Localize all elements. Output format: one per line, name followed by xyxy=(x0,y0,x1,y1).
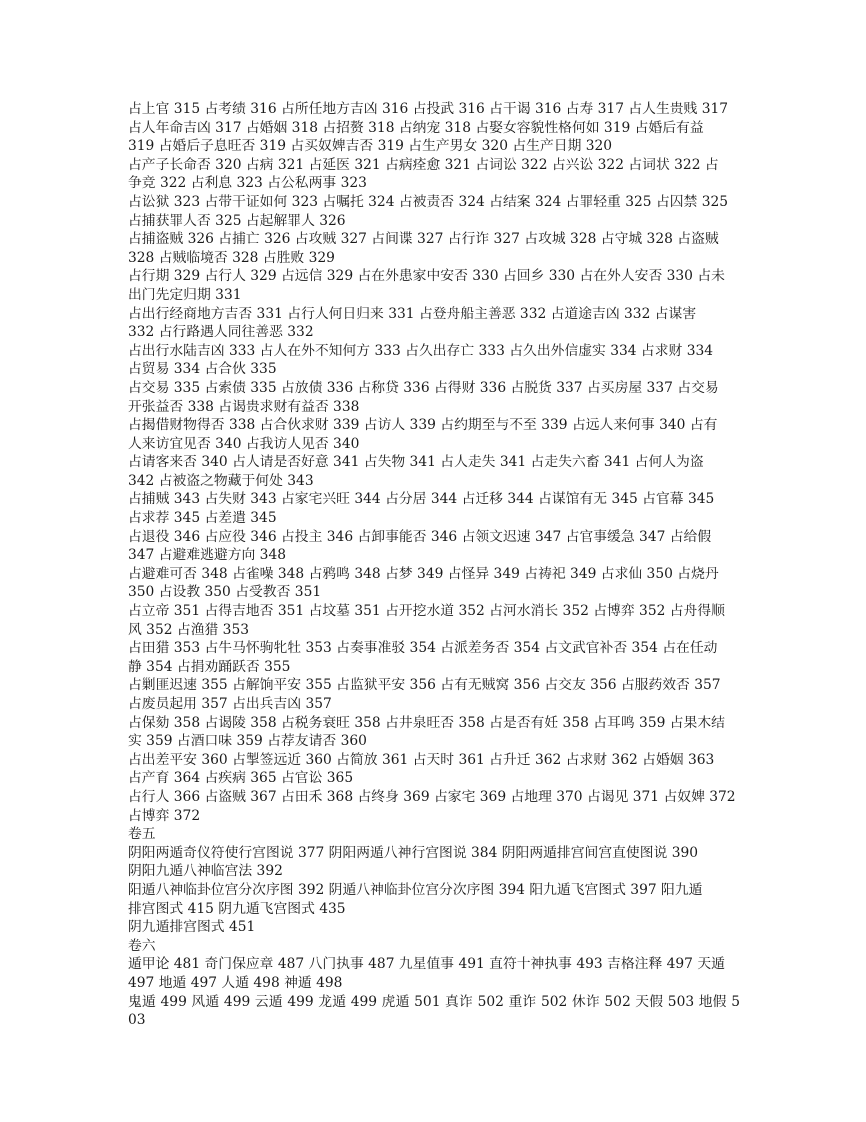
toc-line: 阴阳九遁八神临宫法 392 xyxy=(128,863,283,880)
toc-line: 风 352 占渔猎 353 xyxy=(128,621,250,638)
toc-line: 出门先定归期 331 xyxy=(128,286,242,303)
toc-line: 占捕盗贼 326 占捕亡 326 占攻贼 327 占间谍 327 占行诈 327 占攻城 328 占守城 328 占盗贼 xyxy=(128,231,719,248)
toc-line: 实 359 占酒口味 359 占荐友请否 360 xyxy=(128,733,367,750)
toc-line: 阴九遁排宫图式 451 xyxy=(128,919,256,936)
toc-line: 占交易 335 占索债 335 占放债 336 占称贷 336 占得财 336 占脱货 337 占买房屋 337 占交易 xyxy=(128,379,719,396)
toc-line: 占讼狱 323 占带干证如何 323 占嘱托 324 占被责否 324 占结案 324 占罪轻重 325 占囚禁 325 xyxy=(128,193,729,210)
toc-line: 占捕贼 343 占失财 343 占家宅兴旺 344 占分居 344 占迁移 344 占谋馆有无 345 占官幕 345 xyxy=(128,491,715,508)
toc-line: 争竞 322 占利息 323 占公私两事 323 xyxy=(128,175,367,192)
toc-line: 鬼遁 499 风遁 499 云遁 499 龙遁 499 虎遁 501 真诈 502 重诈 502 休诈 502 天假 503 地假 503 xyxy=(128,993,740,1029)
toc-line: 占田猎 353 占牛马怀驹牝牡 353 占奏事准驳 354 占派差务否 354 占文武官补否 354 占在任动 xyxy=(128,640,718,657)
toc-line: 占出差平安 360 占掣签远近 360 占简放 361 占天时 361 占升迁 362 占求财 362 占婚姻 363 xyxy=(128,751,715,768)
toc-line: 332 占行路遇人同往善恶 332 xyxy=(128,324,314,341)
toc-line: 排宫图式 415 阴九遁飞宫图式 435 xyxy=(128,900,346,917)
toc-line: 占保劾 358 占谒陵 358 占税务衰旺 358 占井泉旺否 358 占是否有妊 358 占耳鸣 359 占果木结 xyxy=(128,714,725,731)
section-heading: 卷六 xyxy=(128,937,156,954)
toc-line: 347 占避难逃避方向 348 xyxy=(128,547,287,564)
toc-line: 328 占贼临境否 328 占胜败 329 xyxy=(128,249,335,266)
toc-line: 遁甲论 481 奇门保应章 487 八门执事 487 九星值事 491 直符十神执事 493 吉格注释 497 天遁 xyxy=(128,956,725,973)
toc-line: 占退役 346 占应役 346 占投主 346 占卸事能否 346 占领文迟速 347 占官事缓急 347 占给假 xyxy=(128,528,712,545)
toc-line: 静 354 占捐劝踊跃否 355 xyxy=(128,658,291,675)
section-heading: 卷五 xyxy=(128,826,156,843)
toc-line: 占出行经商地方吉否 331 占行人何日归来 331 占登舟船主善恶 332 占道途吉凶 332 占谋害 xyxy=(128,305,697,322)
toc-line: 占产育 364 占疾病 365 占官讼 365 xyxy=(128,770,354,787)
toc-line: 占揭借财物得否 338 占合伙求财 339 占访人 339 占约期至与不至 339 占远人来何事 340 占有 xyxy=(128,417,718,434)
toc-line: 占上官 315 占考绩 316 占所任地方吉凶 316 占投武 316 占干谒 316 占寿 317 占人生贵贱 317 xyxy=(128,101,729,117)
toc-line: 占出行水陆吉凶 333 占人在外不知何方 333 占久出存亡 333 占久出外信虚实 334 占求财 334 xyxy=(128,342,714,359)
toc-line: 阳遁八神临卦位宫分次序图 392 阴遁八神临卦位宫分次序图 394 阳九遁飞宫图式 397 阳九遁 xyxy=(128,881,703,898)
toc-line: 占避难可否 348 占雀噪 348 占鸦鸣 348 占梦 349 占怪异 349 占祷祀 349 占求仙 350 占烧丹 xyxy=(128,565,719,582)
toc-line: 占求荐 345 占差遣 345 xyxy=(128,510,277,527)
toc-line: 319 占婚后子息旺否 319 占买奴婢吉否 319 占生产男女 320 占生产日期 320 xyxy=(128,138,613,155)
toc-line: 占立帝 351 占得吉地否 351 占坟墓 351 占开挖水道 352 占河水消长 352 占博弈 352 占舟得顺 xyxy=(128,603,725,620)
toc-line: 占行人 366 占盗贼 367 占田禾 368 占终身 369 占家宅 369 占地理 370 占谒见 371 占奴婢 372 xyxy=(128,788,736,805)
toc-line: 占捕获罪人否 325 占起解罪人 326 xyxy=(128,212,346,229)
toc-line: 497 地遁 497 人遁 498 神遁 498 xyxy=(128,974,343,991)
toc-line: 占剿匪迟速 355 占解饷平安 355 占监狱平安 356 占有无贼窝 356 占交友 356 占服药效否 357 xyxy=(128,677,721,694)
toc-line: 占废员起用 357 占出兵吉凶 357 xyxy=(128,696,332,712)
toc-line: 占人年命吉凶 317 占婚姻 318 占招赘 318 占纳宠 318 占娶女容貌性格何如 319 占婚后有益 xyxy=(128,119,704,136)
toc-line: 开张益否 338 占谒贵求财有益否 338 xyxy=(128,398,360,415)
toc-line: 占产子长命否 320 占病 321 占延医 321 占病痊愈 321 占词讼 322 占兴讼 322 占词状 322 占 xyxy=(128,156,719,173)
toc-line: 阴阳两遁奇仪符使行宫图说 377 阴阳两遁八神行宫图说 384 阴阳两遁排宫间宫直使图说 390 xyxy=(128,844,699,861)
toc-line: 350 占设教 350 占受教否 351 xyxy=(128,584,322,601)
toc-line: 占行期 329 占行人 329 占远信 329 占在外患家中安否 330 占回乡 330 占在外人安否 330 占未 xyxy=(128,268,725,285)
toc-line: 342 占被盗之物藏于何处 343 xyxy=(128,472,314,489)
table-of-contents-body xyxy=(128,100,740,1030)
toc-line: 占贸易 334 占合伙 335 xyxy=(128,361,277,378)
toc-line: 人来访宜见否 340 占我访人见否 340 xyxy=(128,435,360,452)
toc-line: 占博弈 372 xyxy=(128,807,201,824)
toc-line: 占请客来否 340 占人请是否好意 341 占失物 341 占人走失 341 占走失六畜 341 占何人为盗 xyxy=(128,454,704,471)
